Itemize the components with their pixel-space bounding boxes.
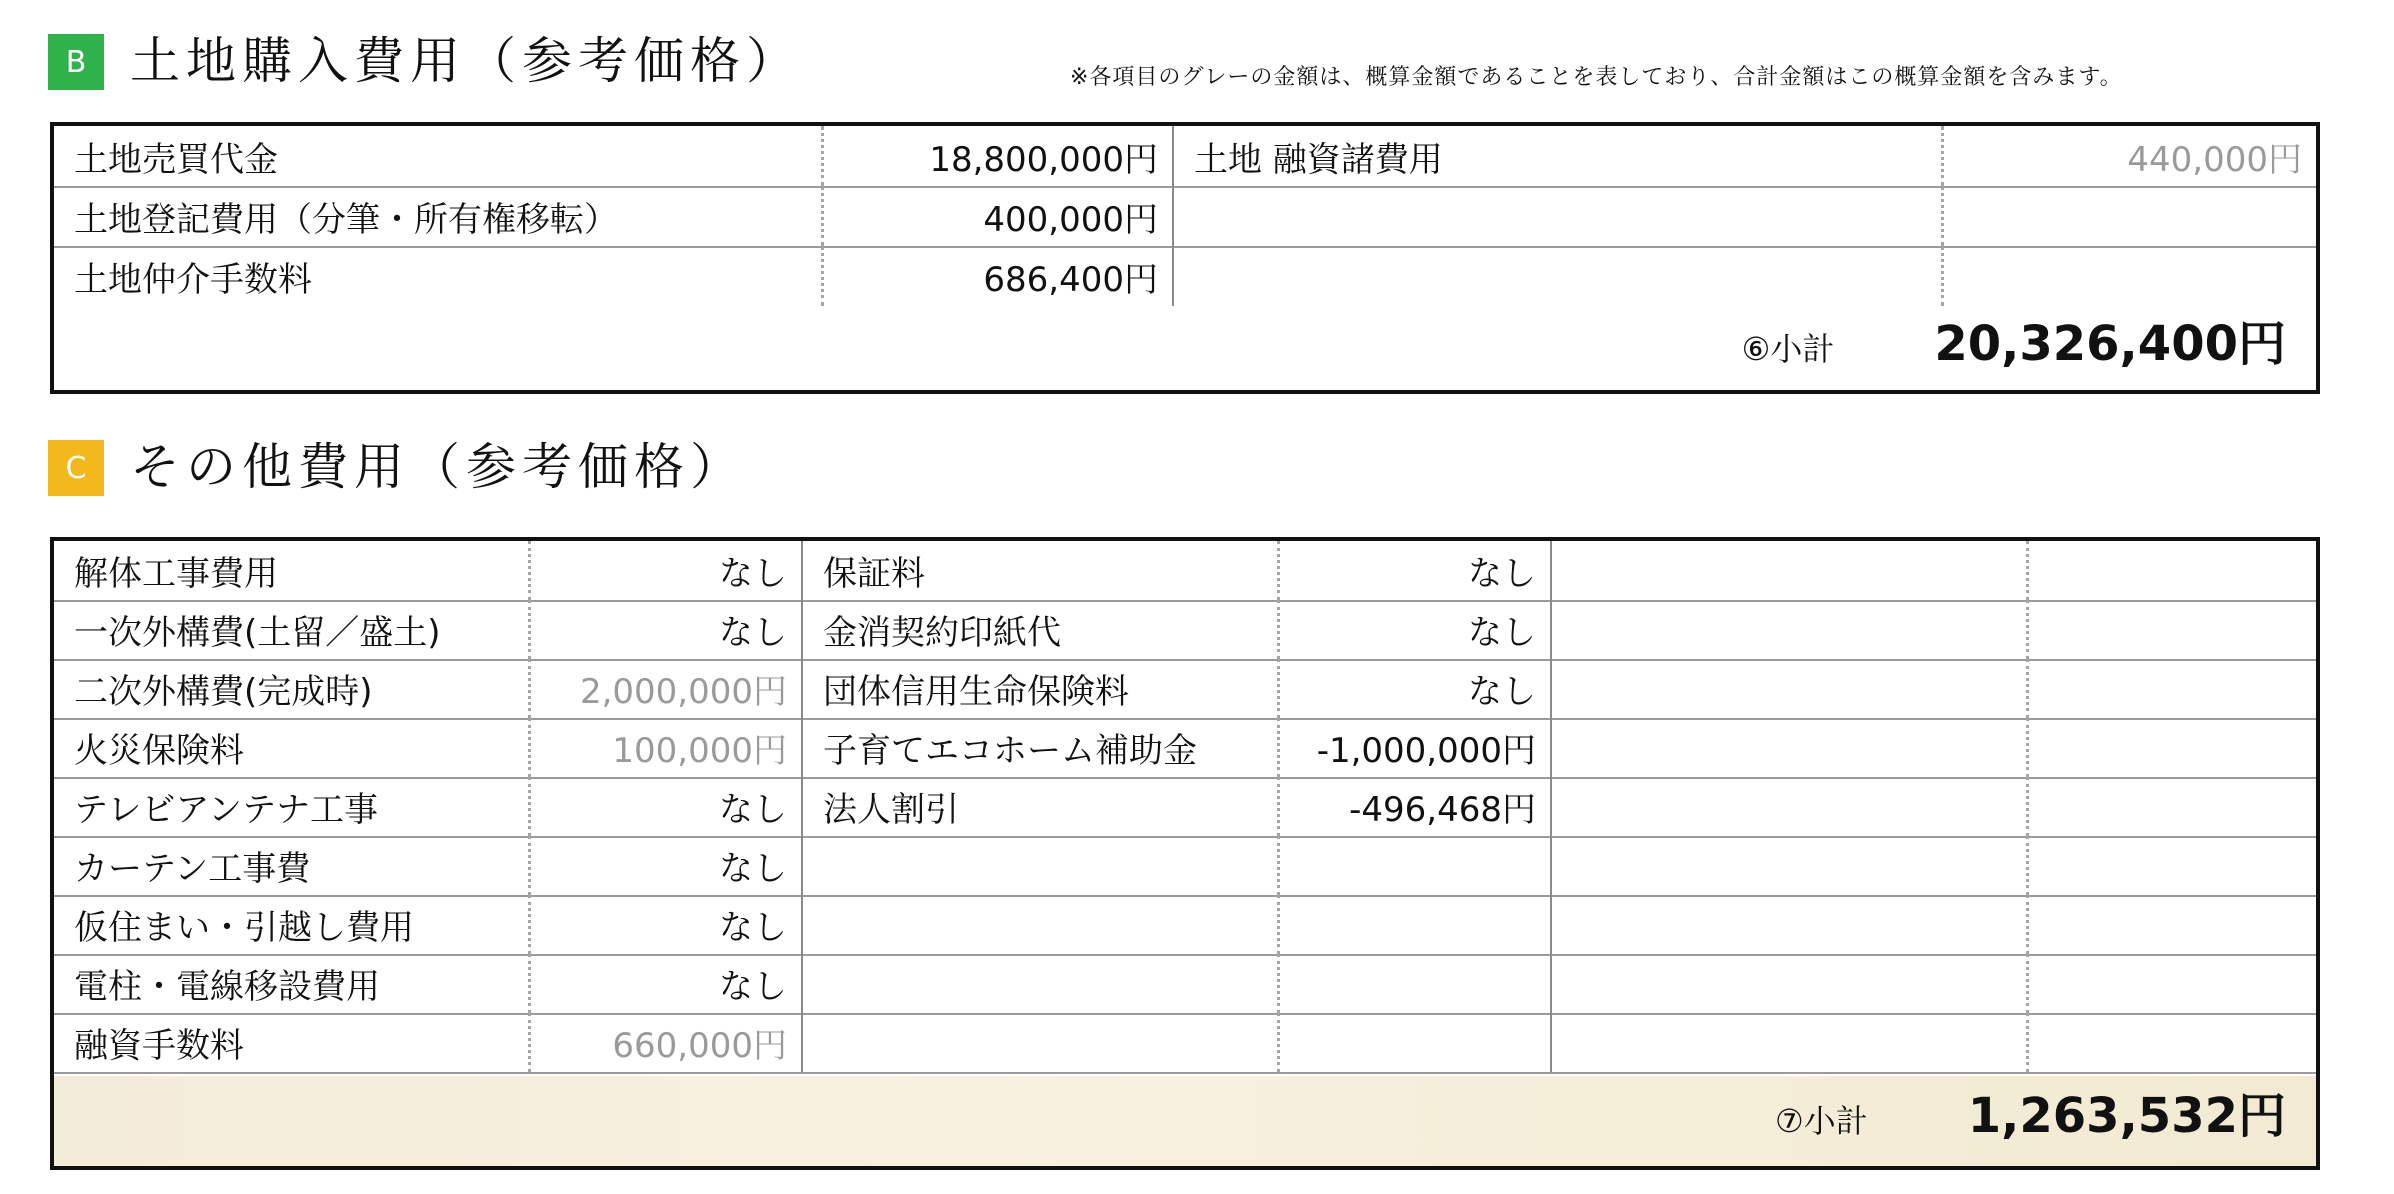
empty-cell xyxy=(2029,600,2316,659)
cost-value: 2,000,000円 xyxy=(531,659,803,718)
table-row xyxy=(54,836,2316,897)
empty-cell xyxy=(2029,541,2316,600)
section-b-title: 土地購入費用（参考価格） xyxy=(130,32,802,90)
cost-value xyxy=(1280,1013,1552,1072)
cost-value: -1,000,000円 xyxy=(1280,718,1552,777)
cost-value: -496,468円 xyxy=(1280,777,1552,836)
table-row xyxy=(54,954,2316,1015)
cost-label: 保証料 xyxy=(803,541,1280,600)
cost-value xyxy=(1280,954,1552,1013)
table-row xyxy=(54,186,2316,248)
cost-value: なし xyxy=(531,954,803,1013)
cost-label: 土地 融資諸費用 xyxy=(1174,126,1944,186)
cost-label xyxy=(803,895,1280,954)
cost-label: カーテン工事費 xyxy=(54,836,531,895)
empty-cell xyxy=(1552,659,2029,718)
cost-label: 土地売買代金 xyxy=(54,126,824,186)
empty-cell xyxy=(2029,777,2316,836)
cost-value: 440,000円 xyxy=(2127,139,2302,180)
cost-label: 二次外構費(完成時) xyxy=(54,659,531,718)
subtotal-value: 20,326,400円 xyxy=(1934,316,2286,372)
empty-cell xyxy=(2029,659,2316,718)
cost-label xyxy=(803,836,1280,895)
cost-value: なし xyxy=(1280,659,1552,718)
subtotal-label: ⑥小計 xyxy=(1741,330,1835,368)
cost-label xyxy=(1174,246,1944,306)
table-row xyxy=(54,246,2316,306)
empty-cell xyxy=(1552,541,2029,600)
cost-value: なし xyxy=(1280,541,1552,600)
cost-label: 解体工事費用 xyxy=(54,541,531,600)
cost-value: なし xyxy=(531,600,803,659)
cost-label: テレビアンテナ工事 xyxy=(54,777,531,836)
cost-label: 土地仲介手数料 xyxy=(54,246,824,306)
table-row xyxy=(54,1013,2316,1074)
empty-cell xyxy=(1552,895,2029,954)
section-b-badge: B xyxy=(48,34,104,90)
table-row xyxy=(54,541,2316,602)
empty-cell xyxy=(2029,954,2316,1013)
section-c-badge: C xyxy=(48,440,104,496)
empty-cell xyxy=(1552,954,2029,1013)
empty-cell xyxy=(2029,718,2316,777)
table-row xyxy=(54,126,2316,188)
cost-value: なし xyxy=(531,895,803,954)
cost-value xyxy=(1280,836,1552,895)
table-row xyxy=(54,718,2316,779)
cost-value: 660,000円 xyxy=(531,1013,803,1072)
section-c-title: その他費用（参考価格） xyxy=(130,438,746,496)
cost-value: なし xyxy=(531,777,803,836)
empty-cell xyxy=(1552,600,2029,659)
cost-value xyxy=(1944,186,2316,246)
table-row xyxy=(54,600,2316,661)
empty-cell xyxy=(2029,836,2316,895)
cost-label: 子育てエコホーム補助金 xyxy=(803,718,1280,777)
subtotal xyxy=(1775,1077,2286,1146)
cost-value: なし xyxy=(531,836,803,895)
cost-label: 金消契約印紙代 xyxy=(803,600,1280,659)
cost-label: 土地登記費用（分筆・所有権移転） xyxy=(54,186,824,246)
cost-value: 100,000円 xyxy=(531,718,803,777)
empty-cell xyxy=(2029,1013,2316,1072)
other-cost-table xyxy=(50,537,2320,1170)
cost-value: なし xyxy=(1280,600,1552,659)
cost-label: 火災保険料 xyxy=(54,718,531,777)
cost-label: 法人割引 xyxy=(803,777,1280,836)
gray-amount-note: ※各項目のグレーの金額は、概算金額であることを表しており、合計金額はこの概算金額を含みます。 xyxy=(1070,65,2123,90)
cost-label: 電柱・電線移設費用 xyxy=(54,954,531,1013)
cost-label xyxy=(1174,186,1944,246)
subtotal xyxy=(1742,305,2286,374)
empty-cell xyxy=(2029,895,2316,954)
subtotal-value: 1,263,532円 xyxy=(1967,1088,2286,1144)
empty-cell xyxy=(1552,718,2029,777)
cost-label: 融資手数料 xyxy=(54,1013,531,1072)
subtotal-label: ⑦小計 xyxy=(1775,1102,1868,1140)
empty-cell xyxy=(1552,777,2029,836)
cost-value xyxy=(1944,246,2316,306)
cost-label: 一次外構費(土留／盛土) xyxy=(54,600,531,659)
cost-value: 18,800,000円 xyxy=(824,126,1174,186)
land-cost-table xyxy=(50,122,2320,394)
table-row xyxy=(54,777,2316,838)
empty-cell xyxy=(1552,836,2029,895)
cost-label xyxy=(803,1013,1280,1072)
cost-value: 400,000円 xyxy=(824,186,1174,246)
cost-value xyxy=(1280,895,1552,954)
cost-value: なし xyxy=(531,541,803,600)
table-row xyxy=(54,659,2316,720)
table-row xyxy=(54,895,2316,956)
cost-value: 686,400円 xyxy=(824,246,1174,306)
empty-cell xyxy=(1552,1013,2029,1072)
cost-label: 仮住まい・引越し費用 xyxy=(54,895,531,954)
cost-label: 団体信用生命保険料 xyxy=(803,659,1280,718)
cost-label xyxy=(803,954,1280,1013)
